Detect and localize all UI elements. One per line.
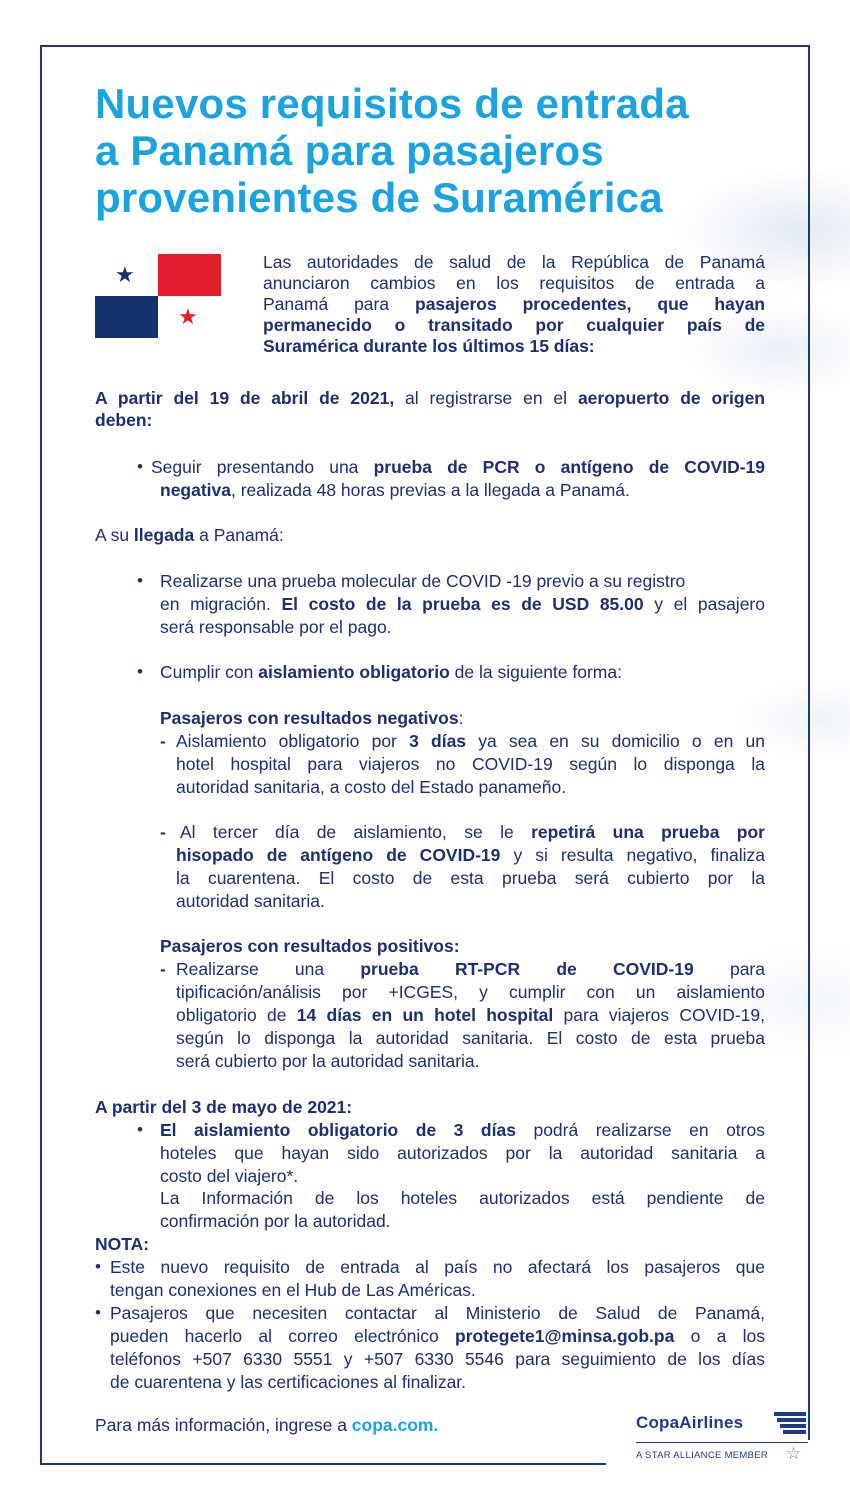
panama-flag-icon (95, 254, 221, 338)
text-line: A su llegada a Panamá: (95, 525, 284, 545)
text-line: Cumplir con aislamiento obligatorio de la siguiente forma: (160, 662, 622, 682)
subheading: NOTA: (95, 1234, 150, 1254)
text-line: confirmación por la autoridad. (160, 1211, 391, 1231)
text-line: A partir del 19 de abril de 2021, al registrarse en el aeropuerto de origen (95, 388, 765, 408)
footer-info: Para más información, ingrese a copa.com. (95, 1415, 439, 1435)
text-line: hisopado de antígeno de COVID-19 y si resulta negativo, finaliza (176, 845, 765, 865)
bullet-icon: • (95, 1257, 101, 1276)
document-title (95, 80, 795, 221)
email-link[interactable]: protegete1@minsa.gob.pa (455, 1326, 675, 1346)
logo-tagline: A STAR ALLIANCE MEMBER (636, 1450, 769, 1461)
text-line: negativa, realizada 48 horas previas a la llegada a Panamá. (160, 480, 630, 500)
text-line: Este nuevo requisito de entrada al país no afectará los pasajeros que (110, 1257, 765, 1277)
copa-website-link[interactable]: copa.com. (351, 1415, 439, 1435)
copa-airlines-logo (636, 1410, 816, 1470)
text-line: permanecido o transitado por cualquier país de (263, 315, 765, 335)
text-line: autoridad sanitaria, a costo del Estado panameño. (176, 777, 567, 797)
bullet-icon: • (137, 1120, 143, 1139)
text-line: anunciaron cambios en los requisitos de entrada a (263, 273, 765, 293)
bullet-icon: • (137, 571, 143, 590)
logo-divider (636, 1442, 808, 1443)
dash-icon: - (160, 731, 166, 751)
text-line: Las autoridades de salud de la República de Panamá (263, 252, 765, 272)
bullet-icon: • (137, 457, 143, 476)
text-line: hotel hospital para viajeros no COVID-19 según lo disponga la (176, 754, 765, 774)
subheading: A partir del 3 de mayo de 2021: (95, 1097, 353, 1117)
text-line: hoteles que hayan sido autorizados por la autoridad sanitaria a (160, 1143, 765, 1163)
text-line: obligatorio de 14 días en un hotel hospital para viajeros COVID-19, (176, 1005, 765, 1025)
text-line: deben: (95, 410, 153, 430)
text-line: Realizarse una prueba RT-PCR de COVID-19 para (176, 959, 765, 979)
title-line: a Panamá para pasajeros (95, 127, 604, 174)
blue-star-icon: ★ (115, 262, 135, 287)
text-line: costo del viajero*. (160, 1166, 299, 1186)
subheading: Pasajeros con resultados positivos: (160, 936, 460, 956)
text-line: El aislamiento obligatorio de 3 días podrá realizarse en otros (160, 1120, 765, 1140)
text-line: la cuarentena. El costo de esta prueba será cubierto por la (176, 868, 765, 888)
text-line: será responsable por el pago. (160, 617, 392, 637)
text-line: será cubierto por la autoridad sanitaria. (176, 1051, 480, 1071)
bullet-icon: • (137, 662, 143, 681)
text-line: autoridad sanitaria. (176, 891, 325, 911)
text-line: Al tercer día de aislamiento, se le repetirá una prueba por (180, 822, 765, 842)
text-line: de cuarentena y las certificaciones al finalizar. (110, 1372, 467, 1392)
dash-icon: - (160, 959, 166, 979)
bullet-icon: • (95, 1303, 101, 1322)
text-line: Panamá para pasajeros procedentes, que hayan (263, 294, 765, 314)
red-star-icon: ★ (178, 304, 198, 329)
text-line: en migración. El costo de la prueba es de USD 85.00 y el pasajero (160, 594, 765, 614)
title-line: Nuevos requisitos de entrada (95, 80, 689, 127)
text-line: Pasajeros que necesiten contactar al Ministerio de Salud de Panamá, (110, 1303, 765, 1323)
text-line: Seguir presentando una prueba de PCR o antígeno de COVID-19 (151, 457, 765, 477)
text-line: pueden hacerlo al correo electrónico protegete1@minsa.gob.pa o a los (110, 1326, 765, 1346)
text-line: La Información de los hoteles autorizados está pendiente de (160, 1188, 765, 1208)
text-line: Suramérica durante los últimos 15 días: (263, 336, 595, 356)
text-line: según lo disponga la autoridad sanitaria. El costo de esta prueba (176, 1028, 765, 1048)
text-line: Aislamiento obligatorio por 3 días ya sea en su domicilio o en un (176, 731, 765, 751)
text-line: teléfonos +507 6330 5551 y +507 6330 5546 para seguimiento de los días (110, 1349, 765, 1369)
text-line: Realizarse una prueba molecular de COVID -19 previo a su registro (160, 571, 686, 591)
star-alliance-icon: ☆ (786, 1444, 802, 1463)
dash-icon: - (160, 822, 166, 842)
title-line: provenientes de Suramérica (95, 174, 663, 221)
copa-wing-icon (774, 1410, 806, 1440)
text-line: tengan conexiones en el Hub de Las Américas. (110, 1280, 476, 1300)
logo-name: CopaAirlines (636, 1413, 744, 1432)
subheading: Pasajeros con resultados negativos: (160, 708, 464, 728)
text-line: tipificación/análisis por +ICGES, y cumplir con un aislamiento (176, 982, 765, 1002)
